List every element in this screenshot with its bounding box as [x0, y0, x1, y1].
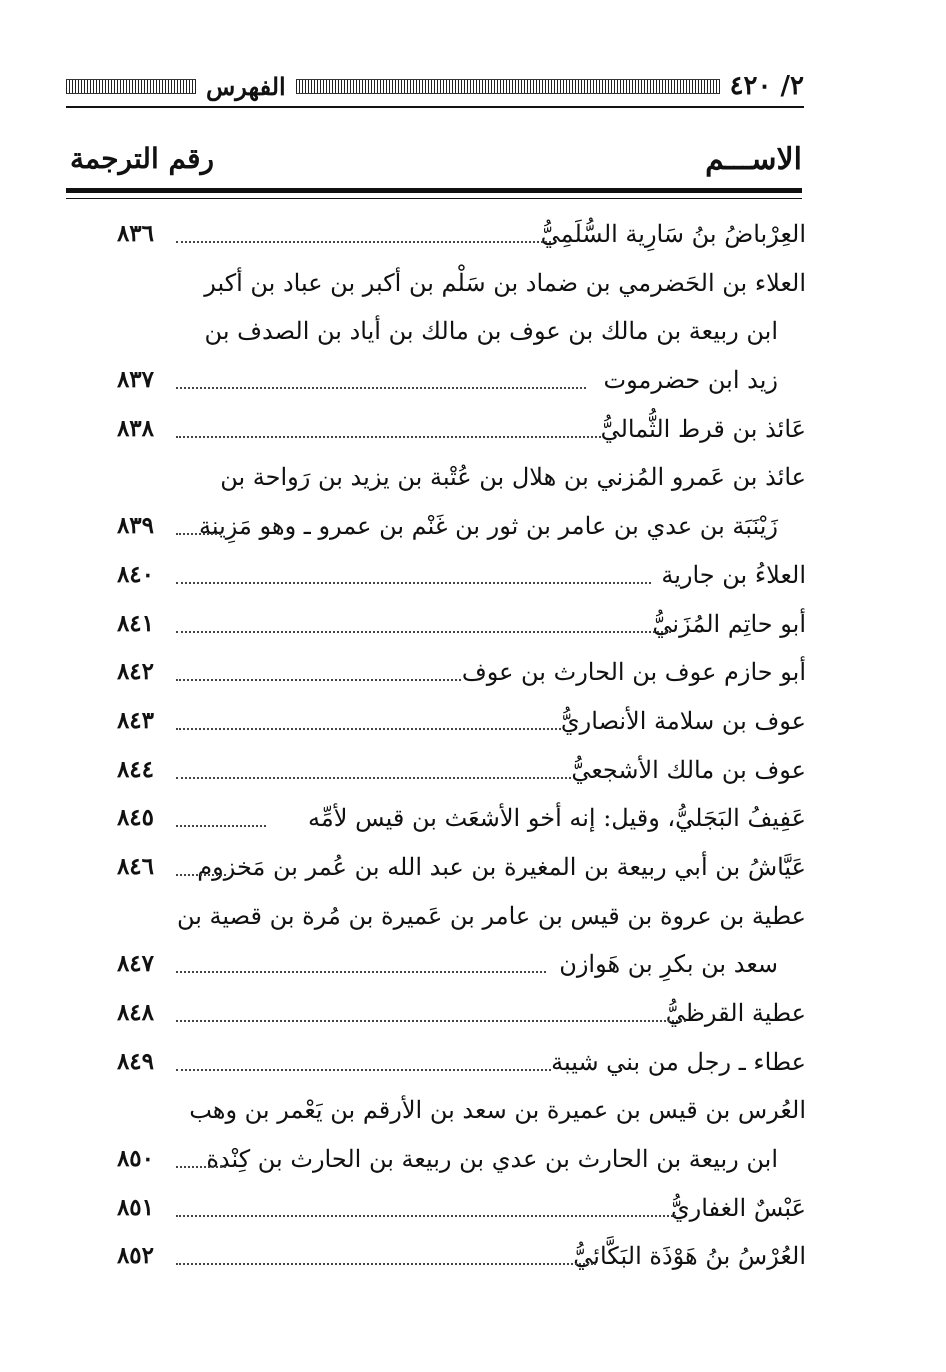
entry-name: أبو حاتِم المُزَنيُّ	[652, 609, 806, 638]
index-entry	[0, 1088, 946, 1137]
index-entry	[0, 748, 946, 797]
entry-number: ٨٤٦	[116, 852, 154, 880]
entry-name: عوف بن سلامة الأنصاريُّ	[560, 706, 806, 735]
page-number: ٢/ ٤٢٠	[729, 71, 804, 101]
leader-dots	[176, 387, 586, 389]
entry-number: ٨٣٨	[116, 414, 154, 442]
header-rule	[66, 106, 804, 108]
entry-number: ٨٤٧	[116, 950, 154, 978]
number-column-heading: رقم الترجمة	[70, 142, 215, 175]
entry-name: عطاء ـ رجل من بني شيبة	[551, 1047, 806, 1076]
entry-number: ٨٣٧	[116, 366, 154, 394]
entry-name: عطية القرظيُّ	[665, 999, 806, 1027]
leader-dots	[176, 436, 601, 438]
index-entry	[0, 358, 946, 407]
entry-name: ابن ربيعة بن مالك بن عوف بن مالك بن أياد بن الصدف بن	[204, 317, 778, 346]
entry-name: العلاء بن الحَضرمي بن ضماد بن سَلْم بن أكبر بن عباد بن أكبر	[204, 268, 806, 297]
leader-dots	[176, 777, 571, 779]
index-entry	[0, 699, 946, 748]
index-entry	[0, 650, 946, 699]
name-column-heading: الاســـم	[705, 142, 802, 177]
header-ornament-bar-end	[66, 79, 196, 94]
leader-dots	[176, 971, 546, 973]
index-entry	[0, 309, 946, 358]
entry-number: ٨٤١	[116, 609, 154, 637]
entry-name: زَيْنَبَة بن عدي بن عامر بن ثور بن غَنْم بن عمرو ـ وهو مَزِينة	[199, 512, 778, 541]
index-entry	[0, 942, 946, 991]
entry-name: العلاءُ بن جارية	[661, 560, 806, 589]
entry-number: ٨٤٥	[116, 804, 154, 832]
index-entry	[0, 796, 946, 845]
index-entry	[0, 1186, 946, 1235]
index-entry	[0, 455, 946, 504]
entry-name: العُرْسُ بنُ هَوْذَة البَكَّائيُّ	[573, 1242, 806, 1271]
entry-number: ٨٣٦	[116, 220, 154, 247]
entry-number: ٨٣٩	[116, 512, 154, 540]
running-header	[66, 70, 804, 102]
entry-name: زيد ابن حضرموت	[603, 366, 778, 395]
entry-name: عائذ بن عَمرو المُزني بن هلال بن عُتْبة بن يزيد بن رَواحة بن	[220, 463, 806, 492]
index-entry	[0, 602, 946, 651]
leader-dots	[176, 1166, 226, 1168]
index-entry	[0, 894, 946, 943]
index-entry	[0, 504, 946, 553]
entry-name: ابن ربيعة بن الحارث بن عدي بن ربيعة بن الحارث بن كِنْدة	[206, 1145, 778, 1174]
index-entry	[0, 212, 946, 261]
entry-number: ٨٤٠	[116, 560, 154, 588]
index-entry	[0, 1137, 946, 1186]
leader-dots	[176, 1020, 686, 1022]
entry-number: ٨٥١	[116, 1193, 154, 1221]
leader-dots	[176, 1069, 551, 1071]
entry-number: ٨٤٩	[116, 1047, 154, 1075]
index-entry	[0, 553, 946, 602]
leader-dots	[176, 631, 671, 633]
index-entry	[0, 1040, 946, 1089]
entry-number: ٨٤٨	[116, 999, 154, 1026]
leader-dots	[176, 679, 461, 681]
entry-number: ٨٥٠	[116, 1145, 154, 1173]
entry-name: عَائذ بن قرط الثُّماليُّ	[600, 414, 806, 443]
entry-name: العِرْباضُ بنُ سَارِية السُّلَمِيُّ	[540, 220, 806, 248]
entry-number: ٨٥٢	[116, 1242, 154, 1270]
leader-dots	[176, 241, 551, 243]
heading-rule-thick	[66, 188, 802, 193]
leader-dots	[176, 825, 266, 827]
leader-dots	[176, 728, 561, 730]
index-entry	[0, 261, 946, 310]
entry-name: عَيَّاشُ بن أبي ربيعة بن المغيرة بن عبد الله بن عُمر بن مَخزوم	[197, 852, 806, 881]
entry-number: ٨٤٤	[116, 755, 154, 783]
entry-name: عوف بن مالك الأشجعيُّ	[571, 755, 806, 784]
entry-name: عطية بن عروة بن قيس بن عامر بن عَميرة بن مُرة بن قصية بن	[176, 901, 806, 930]
index-entry	[0, 845, 946, 894]
entry-name: أبو حازم عوف بن الحارث بن عوف	[461, 658, 806, 687]
leader-dots	[176, 582, 651, 584]
entry-number: ٨٤٣	[116, 706, 154, 734]
index-entry	[0, 407, 946, 456]
header-ornament-bar	[296, 79, 720, 94]
index-entry	[0, 1234, 946, 1283]
entry-name: العُرس بن قيس بن عميرة بن سعد بن الأرقم بن يَعْمر بن وهب	[189, 1096, 806, 1125]
index-entry	[0, 991, 946, 1040]
heading-rule-thin	[66, 198, 802, 199]
leader-dots	[176, 533, 221, 535]
section-title: الفهرس	[206, 71, 286, 101]
leader-dots	[176, 1263, 596, 1265]
leader-dots	[176, 874, 226, 876]
entry-name: عَفِيفُ البَجَليُّ، وقيل: إنه أخو الأشعَث بن قيس لأمِّه	[308, 804, 806, 833]
entry-number: ٨٤٢	[116, 658, 154, 686]
leader-dots	[176, 1215, 676, 1217]
entry-name: عَبْسٌ الغفاريُّ	[670, 1193, 806, 1222]
index-entries	[0, 212, 946, 1283]
entry-name: سعد بن بكرِ بن هَوازن	[559, 950, 778, 979]
